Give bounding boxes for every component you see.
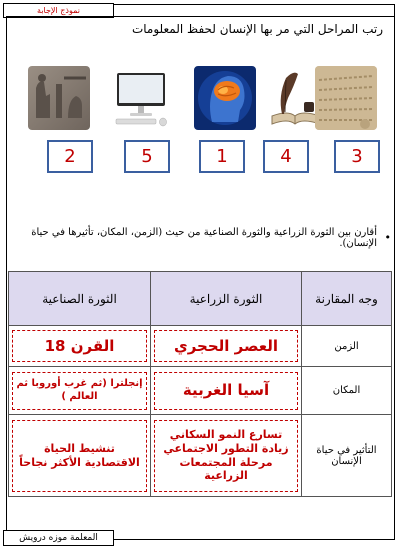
answer-text: القرن 18	[12, 330, 147, 362]
bullet-icon: •	[384, 231, 391, 244]
column-header: وجه المقارنة	[302, 272, 392, 326]
answer-text: آسيا الغربية	[154, 372, 298, 410]
industrial-cell	[9, 326, 151, 367]
brain-icon	[194, 66, 256, 130]
top-divider	[6, 16, 395, 17]
ordering-instruction: رتب المراحل التي مر بها الإنسان لحفظ المعلومات	[131, 22, 383, 36]
answer-text: تنشيط الحياة الاقتصادية الأكثر نجاحاً	[12, 420, 147, 492]
order-number-box: 4	[263, 140, 309, 173]
agricultural-cell	[151, 326, 302, 367]
column-header: الثورة الزراعية	[151, 272, 302, 326]
order-number-box: 1	[199, 140, 245, 173]
order-number-box: 3	[334, 140, 380, 173]
answer-text: تسارع النمو السكاني زيادة التطور الاجتماعي مرحلة المجتمعات الزراعية	[154, 420, 298, 492]
table-header-row	[9, 272, 392, 326]
order-number-box: 5	[124, 140, 170, 173]
row-label: الزمن	[302, 326, 392, 367]
order-number-box: 2	[47, 140, 93, 173]
agricultural-cell	[151, 367, 302, 415]
row-label: المكان	[302, 367, 392, 415]
teacher-name: المعلمة موزه درويش	[3, 530, 114, 546]
industrial-cell	[9, 415, 151, 497]
table-row	[9, 367, 392, 415]
answer-text: إنجلترا (ثم غرب أوروبا ثم العالم )	[12, 372, 147, 410]
hieroglyph-stone-icon	[28, 66, 90, 130]
agricultural-cell	[151, 415, 302, 497]
comparison-question: أقارن بين الثورة الزراعية والثورة الصناعية من حيث (الزمن، المكان، تأثيرها في حياة الإنسان).	[31, 227, 377, 249]
answer-model-tag: نموذج الإجابة	[3, 3, 114, 18]
computer-icon	[110, 66, 172, 130]
answer-text: العصر الحجري	[154, 330, 298, 362]
comparison-table	[8, 271, 392, 497]
table-row	[9, 326, 392, 367]
clay-tablet-icon	[315, 66, 377, 130]
industrial-cell	[9, 367, 151, 415]
column-header: الثورة الصناعية	[9, 272, 151, 326]
table-row	[9, 415, 392, 497]
row-label: التأثير في حياة الإنسان	[302, 415, 392, 497]
